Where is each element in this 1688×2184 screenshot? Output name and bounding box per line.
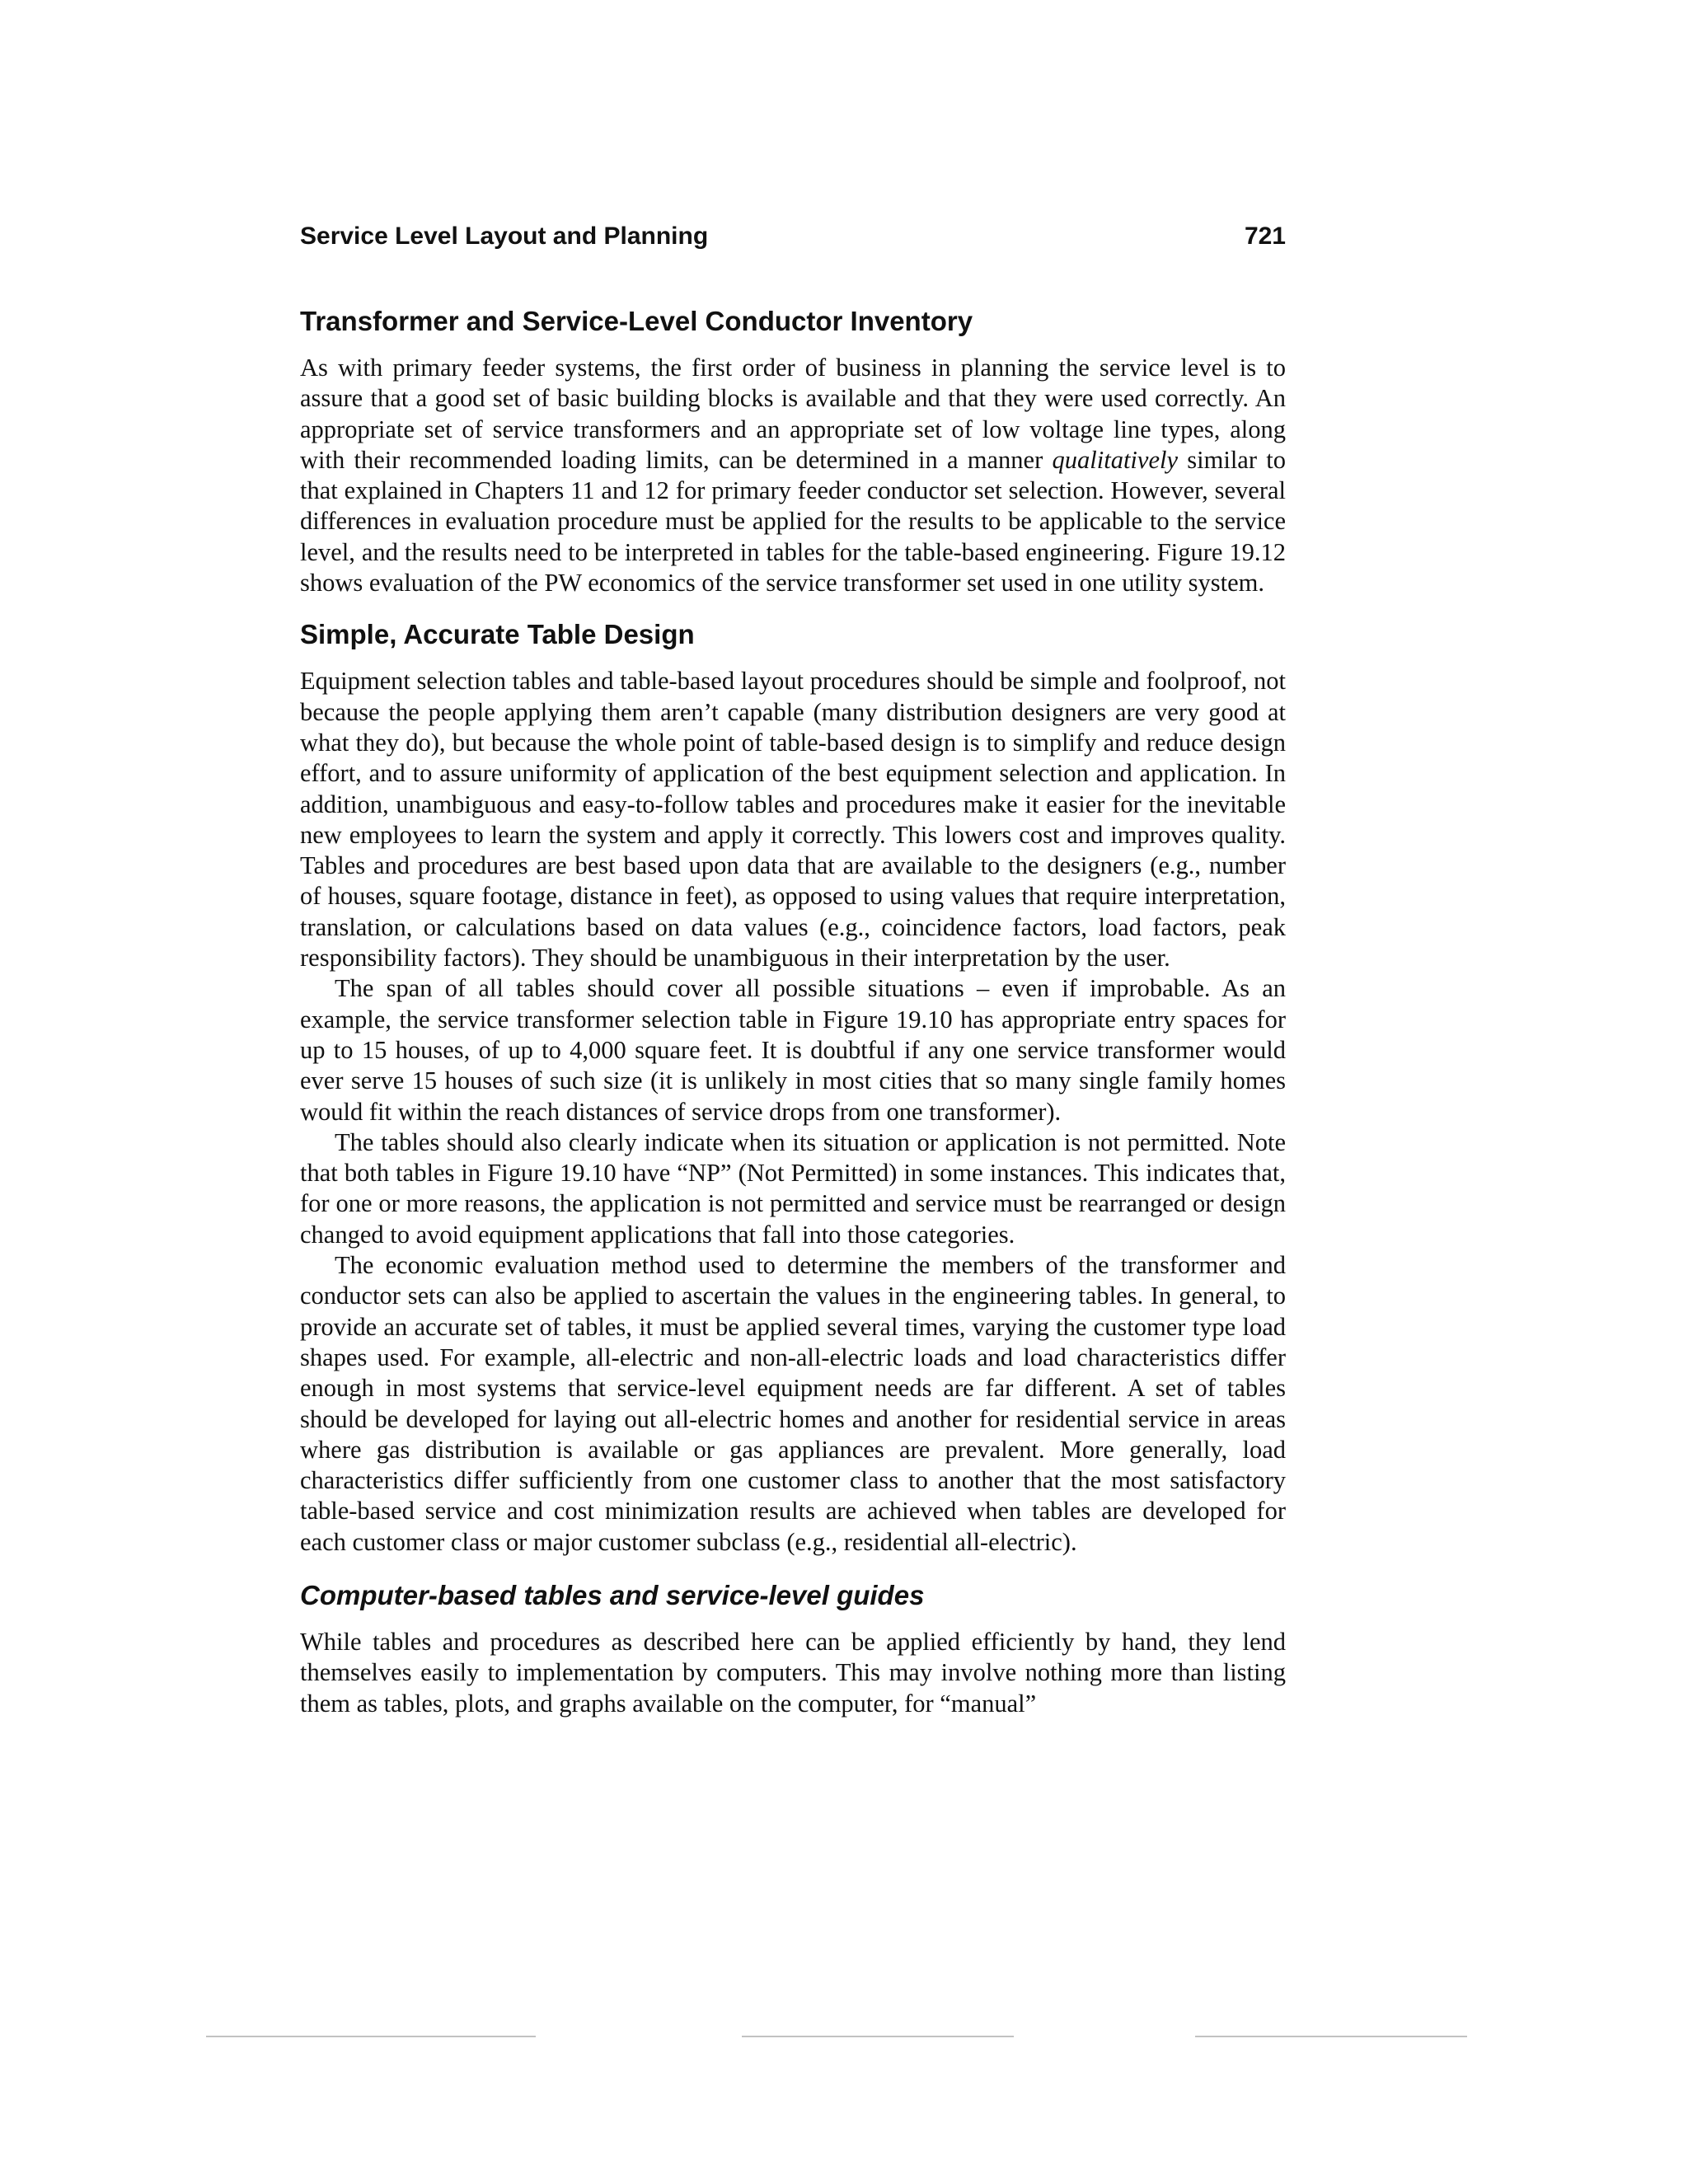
section-heading: Transformer and Service-Level Conductor Inventory <box>300 306 973 336</box>
section-heading: Simple, Accurate Table Design <box>300 619 695 650</box>
section-computer-based-tables <box>300 1579 1286 1719</box>
paragraph-text: similar to that explained in Chapters 11 and 12 for primary feeder conductor set selection. However, several differences in evaluation procedure must be applied for the results to be applicable to the service level, and the results need to be interpreted in tables for the table-based engineering. Figure 19.12 shows evaluation of the PW economics of the service transformer set used in one utility system. <box>300 445 1286 598</box>
scan-artifact-line <box>742 2036 1014 2037</box>
emphasis-text: qualitatively <box>1052 445 1178 474</box>
paragraph-text: As with primary feeder systems, the first order of business in planning the service level is to assure that a good set of basic building blocks is available and that they were used correctly. An appropriate set of service transformers and an appropriate set of low voltage line types, along with their recommended loading limits, can be determined in a manner <box>300 354 1286 474</box>
paragraph: Equipment selection tables and table-based layout procedures should be simple and foolproof, not because the people applying them aren’t capable (many distribution designers are very good at what they do), but because the whole point of table-based design is to simplify and reduce design effort, and to assure uniformity of application of the best equipment selection and application. In addition, unambiguous and easy-to-follow tables and procedures make it easier for the inevitable new employees to learn the system and apply it correctly. This lowers cost and improves quality. Tables and procedures are best based upon data that are available to the designers (e.g., number of houses, square footage, distance in feet), as opposed to using values that require interpretation, translation, or calculations based on data values (e.g., coincidence factors, load factors, peak responsibility factors). They should be unambiguous in their interpretation by the user. <box>300 667 1286 972</box>
paragraph: The span of all tables should cover all possible situations – even if improbable. As an example, the service transformer selection table in Figure 19.10 has appropriate entry spaces for up to 15 houses, of up to 4,000 square feet. It is doubtful if any one service transformer would ever serve 15 houses of such size (it is unlikely in most cities that so many single family homes would fit within the reach distances of service drops from one transformer). <box>300 974 1286 1126</box>
body-text <box>300 305 1286 1719</box>
scan-artifact-line <box>1195 2036 1467 2037</box>
running-header <box>300 223 1286 251</box>
paragraph: While tables and procedures as described here can be applied efficiently by hand, they lend themselves easily to implementation by computers. This may involve nothing more than listing them as tables, plots, and graphs available on the computer, for “manual” <box>300 1627 1286 1718</box>
running-title: Service Level Layout and Planning <box>300 223 709 250</box>
section-transformer-inventory <box>300 305 1286 598</box>
scan-artifact-line <box>206 2036 536 2037</box>
page-number: 721 <box>1244 223 1286 250</box>
section-table-design <box>300 618 1286 1558</box>
subsection-heading: Computer-based tables and service-level guides <box>300 1579 925 1610</box>
paragraph: The tables should also clearly indicate when its situation or application is not permitted. Note that both tables in Figure 19.10 have “NP” (Not Permitted) in some instances. This indicates that, for one or more reasons, the application is not permitted and service must be rearranged or design changed to avoid equipment applications that fall into those categories. <box>300 1127 1286 1249</box>
paragraph <box>300 353 1286 598</box>
paragraph: The economic evaluation method used to determine the members of the transformer and conductor sets can also be applied to ascertain the values in the engineering tables. In general, to provide an accurate set of tables, it must be applied several times, varying the customer type load shapes used. For example, all-electric and non-all-electric loads and load characteristics differ enough in most systems that service-level equipment needs are far different. A set of tables should be developed for laying out all-electric homes and another for residential service in areas where gas distribution is available or gas appliances are prevalent. More generally, load characteristics differ sufficiently from one customer class to another that the most satisfactory table-based service and cost minimization results are achieved when tables are developed for each customer class or major customer subclass (e.g., residential all-electric). <box>300 1251 1286 1556</box>
